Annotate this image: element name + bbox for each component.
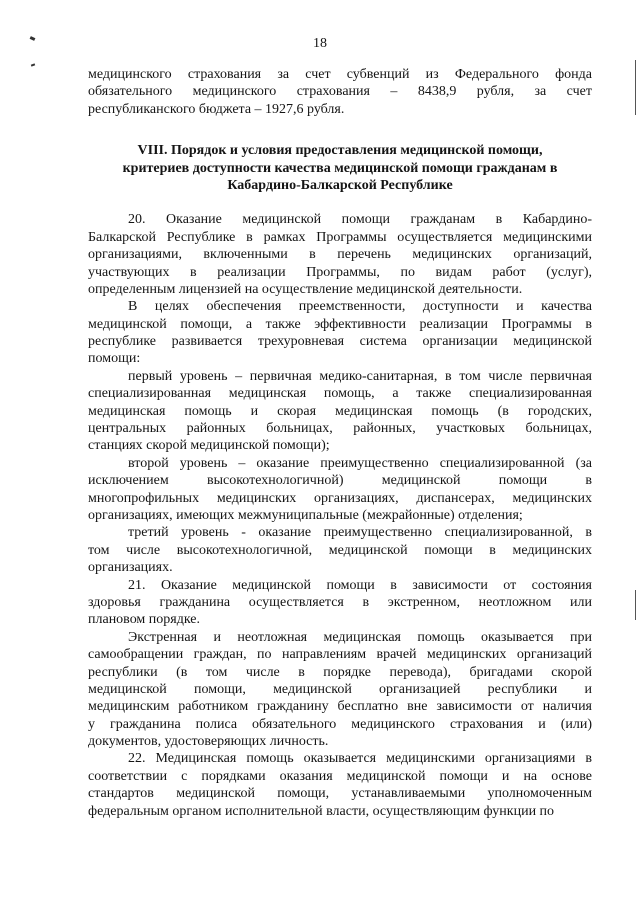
paragraph (88, 455, 592, 525)
text-line: у гражданина полиса обязательного медицинского страхования и (или) (88, 716, 592, 732)
text-line: том числе высокотехнологичной, медицинской помощи в медицинских (88, 542, 592, 558)
text-line: медицинской помощи, а также эффективности реализации Программы в (88, 316, 592, 332)
text-line: помощи: (88, 351, 141, 367)
text-line: медицинской помощи, медицинской организацией республики и (88, 681, 592, 697)
text-line: документов, удостоверяющих личность. (88, 734, 329, 750)
text-line: многопрофильных медицинских организациях, диспансерах, медицинских (88, 490, 592, 506)
text-line: медицинская помощь и скорая медицинская помощь (в городских, (88, 403, 592, 419)
text-line: республики (в том числе в порядке перевода), бригадами скорой (88, 664, 592, 680)
text-line: соответствии с порядками оказания медицинской помощи и на основе (88, 768, 592, 784)
text-line: организациями, включенными в перечень медицинских организаций, (88, 247, 592, 263)
text-line: обязательного медицинского страхования – 8438,9 рубля, за счет (88, 84, 592, 100)
paragraph (88, 629, 592, 751)
text-line: плановом порядке. (88, 612, 201, 628)
paragraph (88, 577, 592, 629)
text-line: федеральным органом исполнительной власти, осуществляющим функции по (88, 803, 555, 819)
text-line: Экстренная и неотложная медицинская помощь оказывается при (128, 629, 592, 645)
text-line: В целях обеспечения преемственности, доступности и качества (128, 299, 592, 315)
paragraph (88, 524, 592, 576)
text-line: 21. Оказание медицинской помощи в зависимости от состояния (128, 577, 592, 593)
text-line: станциях скорой медицинской помощи); (88, 438, 330, 454)
text-line: самообращении граждан, по направлениям врачей медицинских организаций (88, 647, 592, 663)
text-line: республиканского бюджета – 1927,6 рубля. (88, 101, 345, 117)
text-line: медицинского страхования за счет субвенций из Федерального фонда (88, 67, 592, 82)
text-line: организациях, имеющих межмуниципальные (межрайонные) отделения; (88, 507, 523, 523)
text-line: второй уровень – оказание преимущественно специализированной (за (128, 455, 592, 471)
scan-mark (31, 63, 35, 66)
section-heading-line: критериев доступности качества медицинской помощи гражданам в (122, 160, 558, 176)
text-line: стандартов медицинской помощи, устанавливаемыми уполномоченным (88, 786, 592, 802)
page-number: 18 (313, 36, 327, 51)
paragraph (88, 368, 592, 455)
section-heading-line: VIII. Порядок и условия предоставления медицинской помощи, (137, 143, 543, 159)
text-line: третий уровень - оказание преимущественно специализированной, в (128, 525, 592, 541)
text-line: медицинским работником гражданину бесплатно вне зависимости от наличия (88, 699, 592, 715)
scan-edge-line (635, 60, 636, 115)
text-line: специализированная медицинская помощь, а также специализированная (88, 386, 592, 402)
intro-paragraph (88, 66, 592, 118)
text-line: центральных районных больницах, районных, участковых больницах, (88, 421, 592, 437)
text-line: 20. Оказание медицинской помощи гражданам в Кабардино- (128, 212, 592, 228)
paragraphs (88, 211, 592, 820)
text-line: здоровья гражданина осуществляется в экстренном, неотложном или (88, 594, 592, 610)
paragraph (88, 750, 592, 820)
text-line: Балкарской Республике в рамках Программы осуществляется медицинскими (88, 229, 592, 245)
text-line: 22. Медицинская помощь оказывается медицинскими организациями в (128, 751, 592, 767)
text-line: исключением высокотехнологичной) медицинской помощи в (88, 473, 592, 489)
section-heading-line: Кабардино-Балкарской Республике (227, 177, 453, 193)
text-line: первый уровень – первичная медико-санитарная, в том числе первичная (128, 368, 592, 384)
text-line: участвующих в реализации Программы, по видам работ (услуг), (88, 264, 592, 280)
text-line: определенным лицензией на осуществление медицинской деятельности. (88, 281, 523, 297)
paragraph (88, 298, 592, 368)
text-line: организациях. (88, 560, 173, 576)
scan-edge-line (635, 590, 636, 620)
text-line: республике развивается трехуровневая система организации медицинской (88, 334, 592, 350)
paragraph (88, 211, 592, 298)
document-body (88, 66, 592, 820)
section-heading (88, 142, 592, 194)
